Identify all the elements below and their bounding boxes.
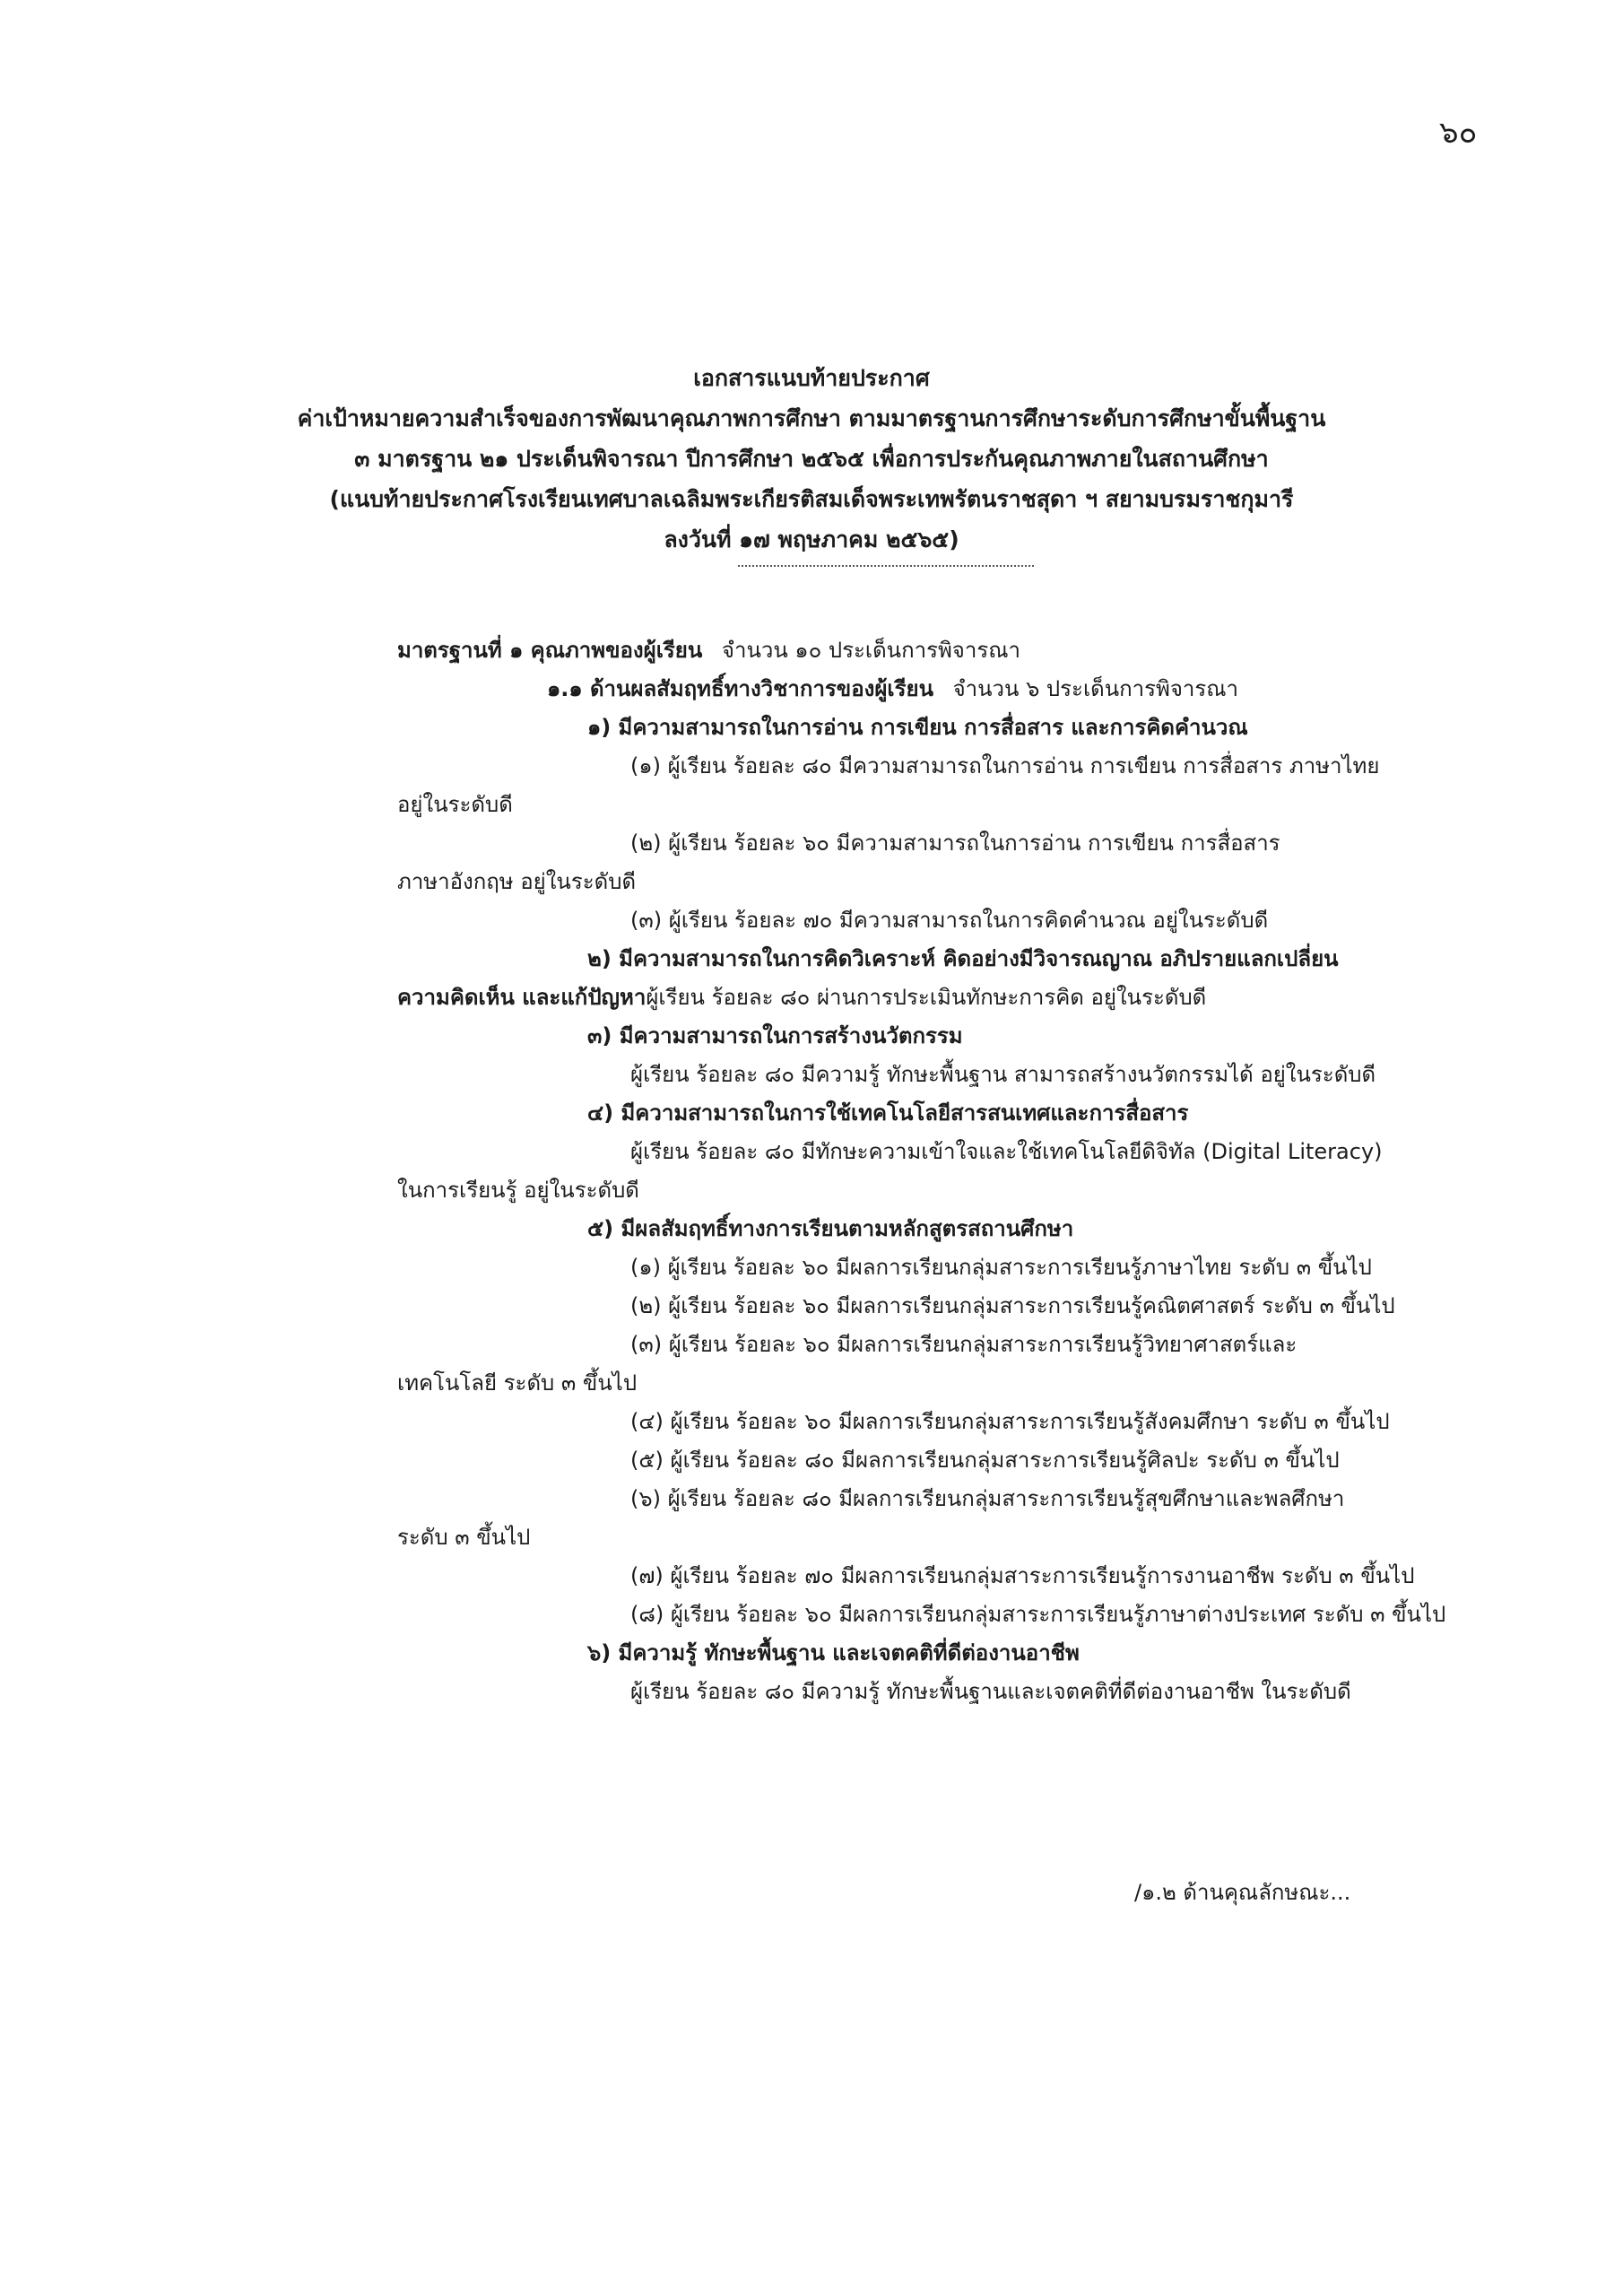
item-1-sub-2-cont: ภาษาอังกฤษ อยู่ในระดับดี <box>397 869 637 894</box>
page-number: ๖๐ <box>1439 115 1478 151</box>
dotted-separator <box>738 565 1034 567</box>
item-1-sub-1-cont: อยู่ในระดับดี <box>397 792 513 817</box>
item-1-sub-2: (๒) ผู้เรียน ร้อยละ ๖๐ มีความสามารถในการอ่าน การเขียน การสื่อสาร <box>630 831 1280 856</box>
header-line-2: ค่าเป้าหมายความสำเร็จของการพัฒนาคุณภาพการศึกษา ตามมาตรฐานการศึกษาระดับการศึกษาขั้นพื้นฐาน <box>297 405 1326 431</box>
item-6-text: ผู้เรียน ร้อยละ ๘๐ มีความรู้ ทักษะพื้นฐานและเจตคติที่ดีต่องานอาชีพ ในระดับดี <box>630 1679 1351 1704</box>
item-5-title: ๕) มีผลสัมฤทธิ์ทางการเรียนตามหลักสูตรสถานศึกษา <box>587 1216 1074 1241</box>
section-1-1-heading <box>547 671 1238 706</box>
item-1-sub-1: (๑) ผู้เรียน ร้อยละ ๘๐ มีความสามารถในการอ่าน การเขียน การสื่อสาร ภาษาไทย <box>630 753 1380 778</box>
item-5-sub-3-cont: เทคโนโลยี ระดับ ๓ ขึ้นไป <box>397 1370 638 1396</box>
item-2-title-cont: ความคิดเห็น และแก้ปัญหา <box>397 985 647 1010</box>
item-6-title: ๖) มีความรู้ ทักษะพื้นฐาน และเจตคติที่ดีต่องานอาชีพ <box>587 1640 1080 1665</box>
header-line-4: (แนบท้ายประกาศโรงเรียนเทศบาลเฉลิมพระเกียรติสมเด็จพระเทพรัตนราชสุดา ฯ สยามบรมราชกุมารี <box>329 486 1294 512</box>
item-5-sub-4: (๔) ผู้เรียน ร้อยละ ๖๐ มีผลการเรียนกลุ่มสาระการเรียนรู้สังคมศึกษา ระดับ ๓ ขึ้นไป <box>630 1409 1390 1434</box>
item-5-sub-7: (๗) ผู้เรียน ร้อยละ ๗๐ มีผลการเรียนกลุ่มสาระการเรียนรู้การงานอาชีพ ระดับ ๓ ขึ้นไป <box>630 1563 1415 1588</box>
continuation-footer: /๑.๒ ด้านคุณลักษณะ... <box>1134 1880 1351 1905</box>
section-1-1-count: จำนวน ๖ ประเด็นการพิจารณา <box>952 676 1239 701</box>
item-1-title: ๑) มีความสามารถในการอ่าน การเขียน การสื่อสาร และการคิดคำนวณ <box>587 715 1248 740</box>
item-2-title: ๒) มีความสามารถในการคิดวิเคราะห์ คิดอย่างมีวิจารณญาณ อภิปรายแลกเปลี่ยน <box>587 946 1339 971</box>
item-4-title: ๔) มีความสามารถในการใช้เทคโนโลยีสารสนเทศและการสื่อสาร <box>587 1100 1189 1126</box>
item-5-sub-2: (๒) ผู้เรียน ร้อยละ ๖๐ มีผลการเรียนกลุ่มสาระการเรียนรู้คณิตศาสตร์ ระดับ ๓ ขึ้นไป <box>630 1293 1395 1318</box>
item-5-sub-6: (๖) ผู้เรียน ร้อยละ ๘๐ มีผลการเรียนกลุ่มสาระการเรียนรู้สุขศึกษาและพลศึกษา <box>630 1486 1345 1511</box>
item-2-text: ผู้เรียน ร้อยละ ๘๐ ผ่านการประเมินทักษะการคิด อยู่ในระดับดี <box>646 985 1207 1010</box>
header-line-3: ๓ มาตรฐาน ๒๑ ประเด็นพิจารณา ปีการศึกษา ๒๕๖๕ เพื่อการประกันคุณภาพภายในสถานศึกษา <box>354 446 1269 472</box>
item-5-sub-3: (๓) ผู้เรียน ร้อยละ ๖๐ มีผลการเรียนกลุ่มสาระการเรียนรู้วิทยาศาสตร์และ <box>630 1332 1298 1357</box>
section-1-1-label: ๑.๑ ด้านผลสัมฤทธิ์ทางวิชาการของผู้เรียน <box>547 676 933 701</box>
standard-heading <box>397 632 1020 667</box>
item-5-sub-6-cont: ระดับ ๓ ขึ้นไป <box>397 1525 531 1550</box>
item-1-sub-3: (๓) ผู้เรียน ร้อยละ ๗๐ มีความสามารถในการคิดคำนวณ อยู่ในระดับดี <box>630 908 1269 933</box>
item-4-text-cont: ในการเรียนรู้ อยู่ในระดับดี <box>397 1178 639 1203</box>
header-line-5: ลงวันที่ ๑๗ พฤษภาคม ๒๕๖๕) <box>664 526 959 552</box>
standard-label: มาตรฐานที่ ๑ คุณภาพของผู้เรียน <box>397 638 703 663</box>
item-5-sub-5: (๕) ผู้เรียน ร้อยละ ๘๐ มีผลการเรียนกลุ่มสาระการเรียนรู้ศิลปะ ระดับ ๓ ขึ้นไป <box>630 1448 1340 1473</box>
item-5-sub-8: (๘) ผู้เรียน ร้อยละ ๖๐ มีผลการเรียนกลุ่มสาระการเรียนรู้ภาษาต่างประเทศ ระดับ ๓ ขึ้นไป <box>630 1602 1446 1627</box>
item-4-text: ผู้เรียน ร้อยละ ๘๐ มีทักษะความเข้าใจและใช้เทคโนโลยีดิจิทัล (Digital Literacy) <box>630 1139 1383 1164</box>
header-title: เอกสารแนบท้ายประกาศ <box>693 365 930 391</box>
item-5-sub-1: (๑) ผู้เรียน ร้อยละ ๖๐ มีผลการเรียนกลุ่มสาระการเรียนรู้ภาษาไทย ระดับ ๓ ขึ้นไป <box>630 1255 1372 1280</box>
item-2-line-2 <box>397 979 1206 1014</box>
item-3-text: ผู้เรียน ร้อยละ ๘๐ มีความรู้ ทักษะพื้นฐาน สามารถสร้างนวัตกรรมได้ อยู่ในระดับดี <box>630 1062 1376 1087</box>
item-3-title: ๓) มีความสามารถในการสร้างนวัตกรรม <box>587 1023 963 1048</box>
standard-count: จำนวน ๑๐ ประเด็นการพิจารณา <box>721 638 1020 663</box>
